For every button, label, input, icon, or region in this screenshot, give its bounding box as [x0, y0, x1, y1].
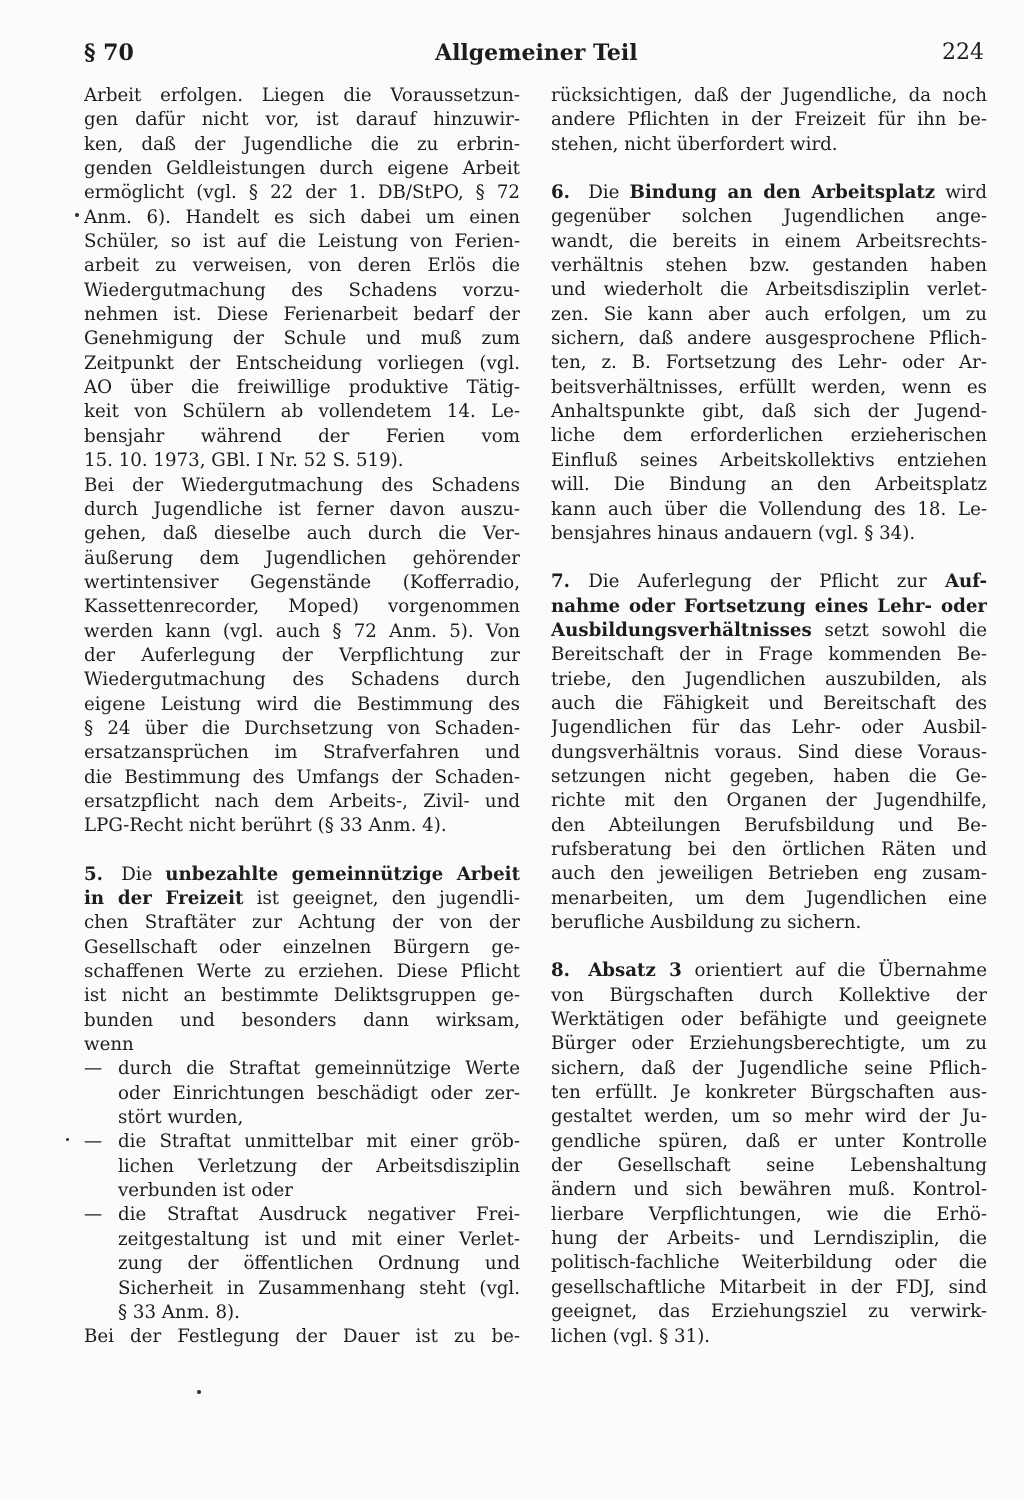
list-dash: — [84, 1131, 103, 1153]
text-line: äußerung dem Jugendlichen gehörender [84, 547, 520, 569]
text-line: ersatzansprüchen im Strafverfahren und [84, 742, 520, 764]
text-line: auch den jeweiligen Betrieben eng zusam- [551, 863, 987, 885]
text-line: Zeitpunkt der Entscheidung vorliegen (vgl. [84, 352, 520, 374]
text-line: nehmen ist. Diese Ferienarbeit bedarf der [84, 304, 520, 326]
line-text: verbunden ist oder [118, 1180, 293, 1202]
line-text: Die Auferlegung der Pflicht zur [588, 571, 945, 593]
line-text: zung der öffentlichen Ordnung und [118, 1253, 520, 1275]
line-text: wird [935, 182, 987, 204]
list-item-line [84, 1130, 520, 1154]
scan-speck [75, 213, 79, 217]
text-line: Jugendlichen für das Lehr- oder Ausbil- [551, 717, 987, 739]
text-line: liche dem erforderlichen erzieherischen [551, 425, 987, 447]
paragraph-gap [551, 546, 987, 570]
text-line: rufsberatung bei den örtlichen Räten und [551, 838, 987, 860]
text-line: zen. Sie kann aber auch erfolgen, um zu [551, 303, 987, 325]
line-text: § 33 Anm. 8). [118, 1301, 240, 1323]
text-line: keit von Schülern ab vollendetem 14. Le- [84, 401, 520, 423]
line-text: durch die Straftat gemeinnützige Werte [118, 1058, 520, 1080]
text-line: der Auferlegung der Verpflichtung zur [84, 644, 520, 666]
line-text: die Straftat Ausdruck negativer Frei- [118, 1204, 520, 1226]
list-item-continuation [84, 1106, 520, 1130]
paragraph-number: 7. [551, 571, 570, 593]
text-line: arbeit zu verweisen, von deren Erlös die [84, 255, 520, 277]
line-text: oder Einrichtungen beschädigt oder zer- [118, 1082, 520, 1104]
text-line: verhältnis stehen bzw. gestanden haben [551, 255, 987, 277]
paragraph-line [84, 887, 520, 911]
text-line: gesellschaftliche Mitarbeit in der FDJ, sind [551, 1276, 987, 1298]
text-line: Werktätigen oder befähigte und geeignete [551, 1009, 987, 1031]
text-line: Anhaltspunkte gibt, daß sich der Jugend- [551, 401, 987, 423]
list-item-continuation [84, 1155, 520, 1179]
line-text: lichen Verletzung der Arbeitsdisziplin [118, 1155, 520, 1177]
text-line: genden Geldleistungen durch eigene Arbeit [84, 158, 520, 180]
right-column [551, 84, 987, 1349]
text-line: Wiedergutmachung des Schadens vorzu- [84, 279, 520, 301]
header-title: Allgemeiner Teil [435, 40, 638, 66]
running-header [0, 40, 1024, 80]
list-dash: — [84, 1204, 103, 1226]
line-text: zeitgestaltung ist und mit einer Verlet- [118, 1228, 520, 1250]
text-line: § 24 über die Durchsetzung von Schaden- [84, 717, 520, 739]
text-line: sichern, daß andere ausgesprochene Pflich- [551, 328, 987, 350]
line-text: die Straftat unmittelbar mit einer gröb- [118, 1131, 520, 1153]
text-line: gehen, daß dieselbe auch durch die Ver- [84, 523, 520, 545]
text-line: ten, z. B. Fortsetzung des Lehr- oder Ar- [551, 352, 987, 374]
text-line: AO über die freiwillige produktive Tätig- [84, 377, 520, 399]
text-line: gen dafür nicht vor, ist darauf hinzuwir- [84, 109, 520, 131]
left-column [84, 84, 520, 1350]
line-text: Die [588, 182, 630, 204]
text-line: beitsverhältnisses, erfüllt werden, wenn es [551, 376, 987, 398]
scan-speck [66, 1138, 69, 1141]
text-line: chen Straftäter zur Achtung der von der [84, 912, 520, 934]
text-line: ermöglicht (vgl. § 22 der 1. DB/StPO, § 72 [84, 182, 520, 204]
text-line: Bürger oder Erziehungsberechtigte, um zu [551, 1033, 987, 1055]
text-line: berufliche Ausbildung zu sichern. [551, 912, 862, 933]
text-line: Wiedergutmachung des Schadens durch [84, 669, 520, 691]
bold-term: nahme oder Fortsetzung eines Lehr- oder [551, 595, 987, 617]
text-line: Schüler, so ist auf die Leistung von Ferien- [84, 231, 520, 253]
paragraph-line [551, 595, 987, 619]
bold-term: unbezahlte gemeinnützige Arbeit [165, 863, 520, 885]
bold-term: in der Freizeit [84, 888, 244, 909]
text-line: stehen, nicht überfordert wird. [551, 133, 838, 155]
scan-speck [197, 1390, 201, 1394]
list-item-continuation [84, 1301, 520, 1325]
text-line: andere Pflichten in der Freizeit für ihn be- [551, 109, 987, 131]
paragraph-line [551, 570, 987, 594]
list-item-continuation [84, 1082, 520, 1106]
text-line: kann auch über die Vollendung des 18. Le- [551, 498, 987, 520]
text-line: rücksichtigen, daß der Jugendliche, da noch [551, 85, 987, 106]
text-line: bensjahres hinaus andauern (vgl. § 34). [551, 522, 916, 544]
paragraph-number: 5. [84, 863, 103, 885]
text-line: bunden und besonders dann wirksam, [84, 1009, 520, 1031]
text-line: den Abteilungen Berufsbildung und Be- [551, 814, 987, 836]
bold-term: Bindung an den Arbeitsplatz [629, 182, 936, 204]
list-item-line [84, 1057, 520, 1081]
text-line: setzungen nicht gegeben, haben die Ge- [551, 765, 987, 787]
section-label: § 70 [84, 40, 134, 66]
paragraph-gap [551, 935, 987, 959]
list-item-line [84, 1203, 520, 1227]
text-line: Bereitschaft der in Frage kommenden Be- [551, 644, 987, 666]
text-line: Arbeit erfolgen. Liegen die Voraussetzun- [84, 85, 520, 106]
paragraph-gap [84, 839, 520, 863]
text-line: auch die Fähigkeit und Bereitschaft des [551, 692, 987, 714]
text-line: eigene Leistung wird die Bestimmung des [84, 693, 520, 715]
list-item-continuation [84, 1252, 520, 1276]
text-line: werden kann (vgl. auch § 72 Anm. 5). Von [84, 620, 520, 642]
text-line: dungsverhältnis voraus. Sind diese Voraus- [551, 741, 987, 763]
text-line: LPG-Recht nicht berührt (§ 33 Anm. 4). [84, 815, 447, 837]
text-line: politisch-fachliche Weiterbildung oder die [551, 1252, 987, 1274]
text-line: Einfluß seines Arbeitskollektivs entziehen [551, 449, 987, 471]
paragraph-line [551, 619, 987, 643]
text-line: ändern und sich bewähren muß. Kontrol- [551, 1179, 987, 1201]
list-item-continuation [84, 1228, 520, 1252]
text-line: wenn [84, 1034, 134, 1056]
text-line: sichern, daß der Jugendliche seine Pflich- [551, 1057, 987, 1079]
text-line: geeignet, das Erziehungsziel zu verwirk- [551, 1301, 987, 1323]
text-line: schaffenen Werte zu erziehen. Diese Pflicht [84, 961, 520, 983]
text-line: Gesellschaft oder einzelnen Bürgern ge- [84, 936, 520, 958]
text-line: ersatzpflicht nach dem Arbeits-, Zivil- und [84, 790, 520, 812]
text-line: lierbare Verpflichtungen, wie die Erhö- [551, 1203, 987, 1225]
list-dash: — [84, 1058, 103, 1080]
line-text: ist geeignet, den jugendli- [243, 888, 520, 909]
text-line: gegenüber solchen Jugendlichen ange- [551, 206, 987, 228]
line-text: Sicherheit in Zusammenhang steht (vgl. [118, 1277, 520, 1299]
text-line: gestaltet werden, um so mehr wird der Ju- [551, 1106, 987, 1128]
text-line: der Gesellschaft seine Lebenshaltung [551, 1155, 987, 1177]
text-line: und wiederholt die Arbeitsdisziplin verlet- [551, 279, 987, 301]
text-line: hung der Arbeits- und Lerndisziplin, die [551, 1228, 987, 1250]
text-line: von Bürgschaften durch Kollektive der [551, 984, 987, 1006]
text-line: will. Die Bindung an den Arbeitsplatz [551, 474, 987, 496]
list-item-continuation [84, 1277, 520, 1301]
text-line: 15. 10. 1973, GBl. I Nr. 52 S. 519). [84, 450, 404, 472]
text-line: die Bestimmung des Umfangs der Schaden- [84, 766, 520, 788]
text-line: bensjahr während der Ferien vom [84, 425, 520, 447]
text-line: lichen (vgl. § 31). [551, 1325, 711, 1347]
bold-term: Auf- [944, 571, 987, 593]
text-line: Anm. 6). Handelt es sich dabei um einen [84, 206, 520, 228]
paragraph-line [551, 959, 987, 983]
line-text: orientiert auf die Übernahme [681, 960, 987, 982]
text-line: durch Jugendliche ist ferner davon auszu- [84, 498, 520, 520]
paragraph-number: 8. [551, 960, 570, 982]
text-line: ist nicht an bestimmte Deliktsgruppen ge- [84, 985, 520, 1007]
line-text: setzt sowohl die [811, 619, 987, 641]
text-line: richte mit den Organen der Jugendhilfe, [551, 790, 987, 812]
text-line: Bei der Festlegung der Dauer ist zu be- [84, 1326, 520, 1348]
bold-term: Absatz 3 [588, 960, 682, 982]
text-line: ten erfüllt. Je konkreter Bürgschaften aus- [551, 1082, 987, 1104]
list-item-continuation [84, 1179, 520, 1203]
paragraph-number: 6. [551, 182, 570, 204]
text-line: triebe, den Jugendlichen auszubilden, als [551, 668, 987, 690]
paragraph-line [551, 181, 987, 205]
text-line: wertintensiver Gegenstände (Kofferradio, [84, 571, 520, 593]
page-number: 224 [942, 40, 984, 65]
text-line: ken, daß der Jugendliche die zu erbrin- [84, 133, 520, 155]
paragraph-gap [551, 157, 987, 181]
line-text: Die [121, 863, 166, 885]
text-line: wandt, die bereits in einem Arbeitsrechts- [551, 230, 987, 252]
bold-term: Ausbildungsverhältnisses [551, 619, 812, 641]
line-text: stört wurden, [118, 1107, 244, 1129]
text-line: gendliche spüren, daß er unter Kontrolle [551, 1130, 987, 1152]
text-line: Kassettenrecorder, Moped) vorgenommen [84, 596, 520, 618]
text-line: menarbeiten, um dem Jugendlichen eine [551, 887, 987, 909]
text-line: Bei der Wiedergutmachung des Schadens [84, 474, 520, 496]
paragraph-line [84, 863, 520, 887]
text-line: Genehmigung der Schule und muß zum [84, 328, 520, 350]
